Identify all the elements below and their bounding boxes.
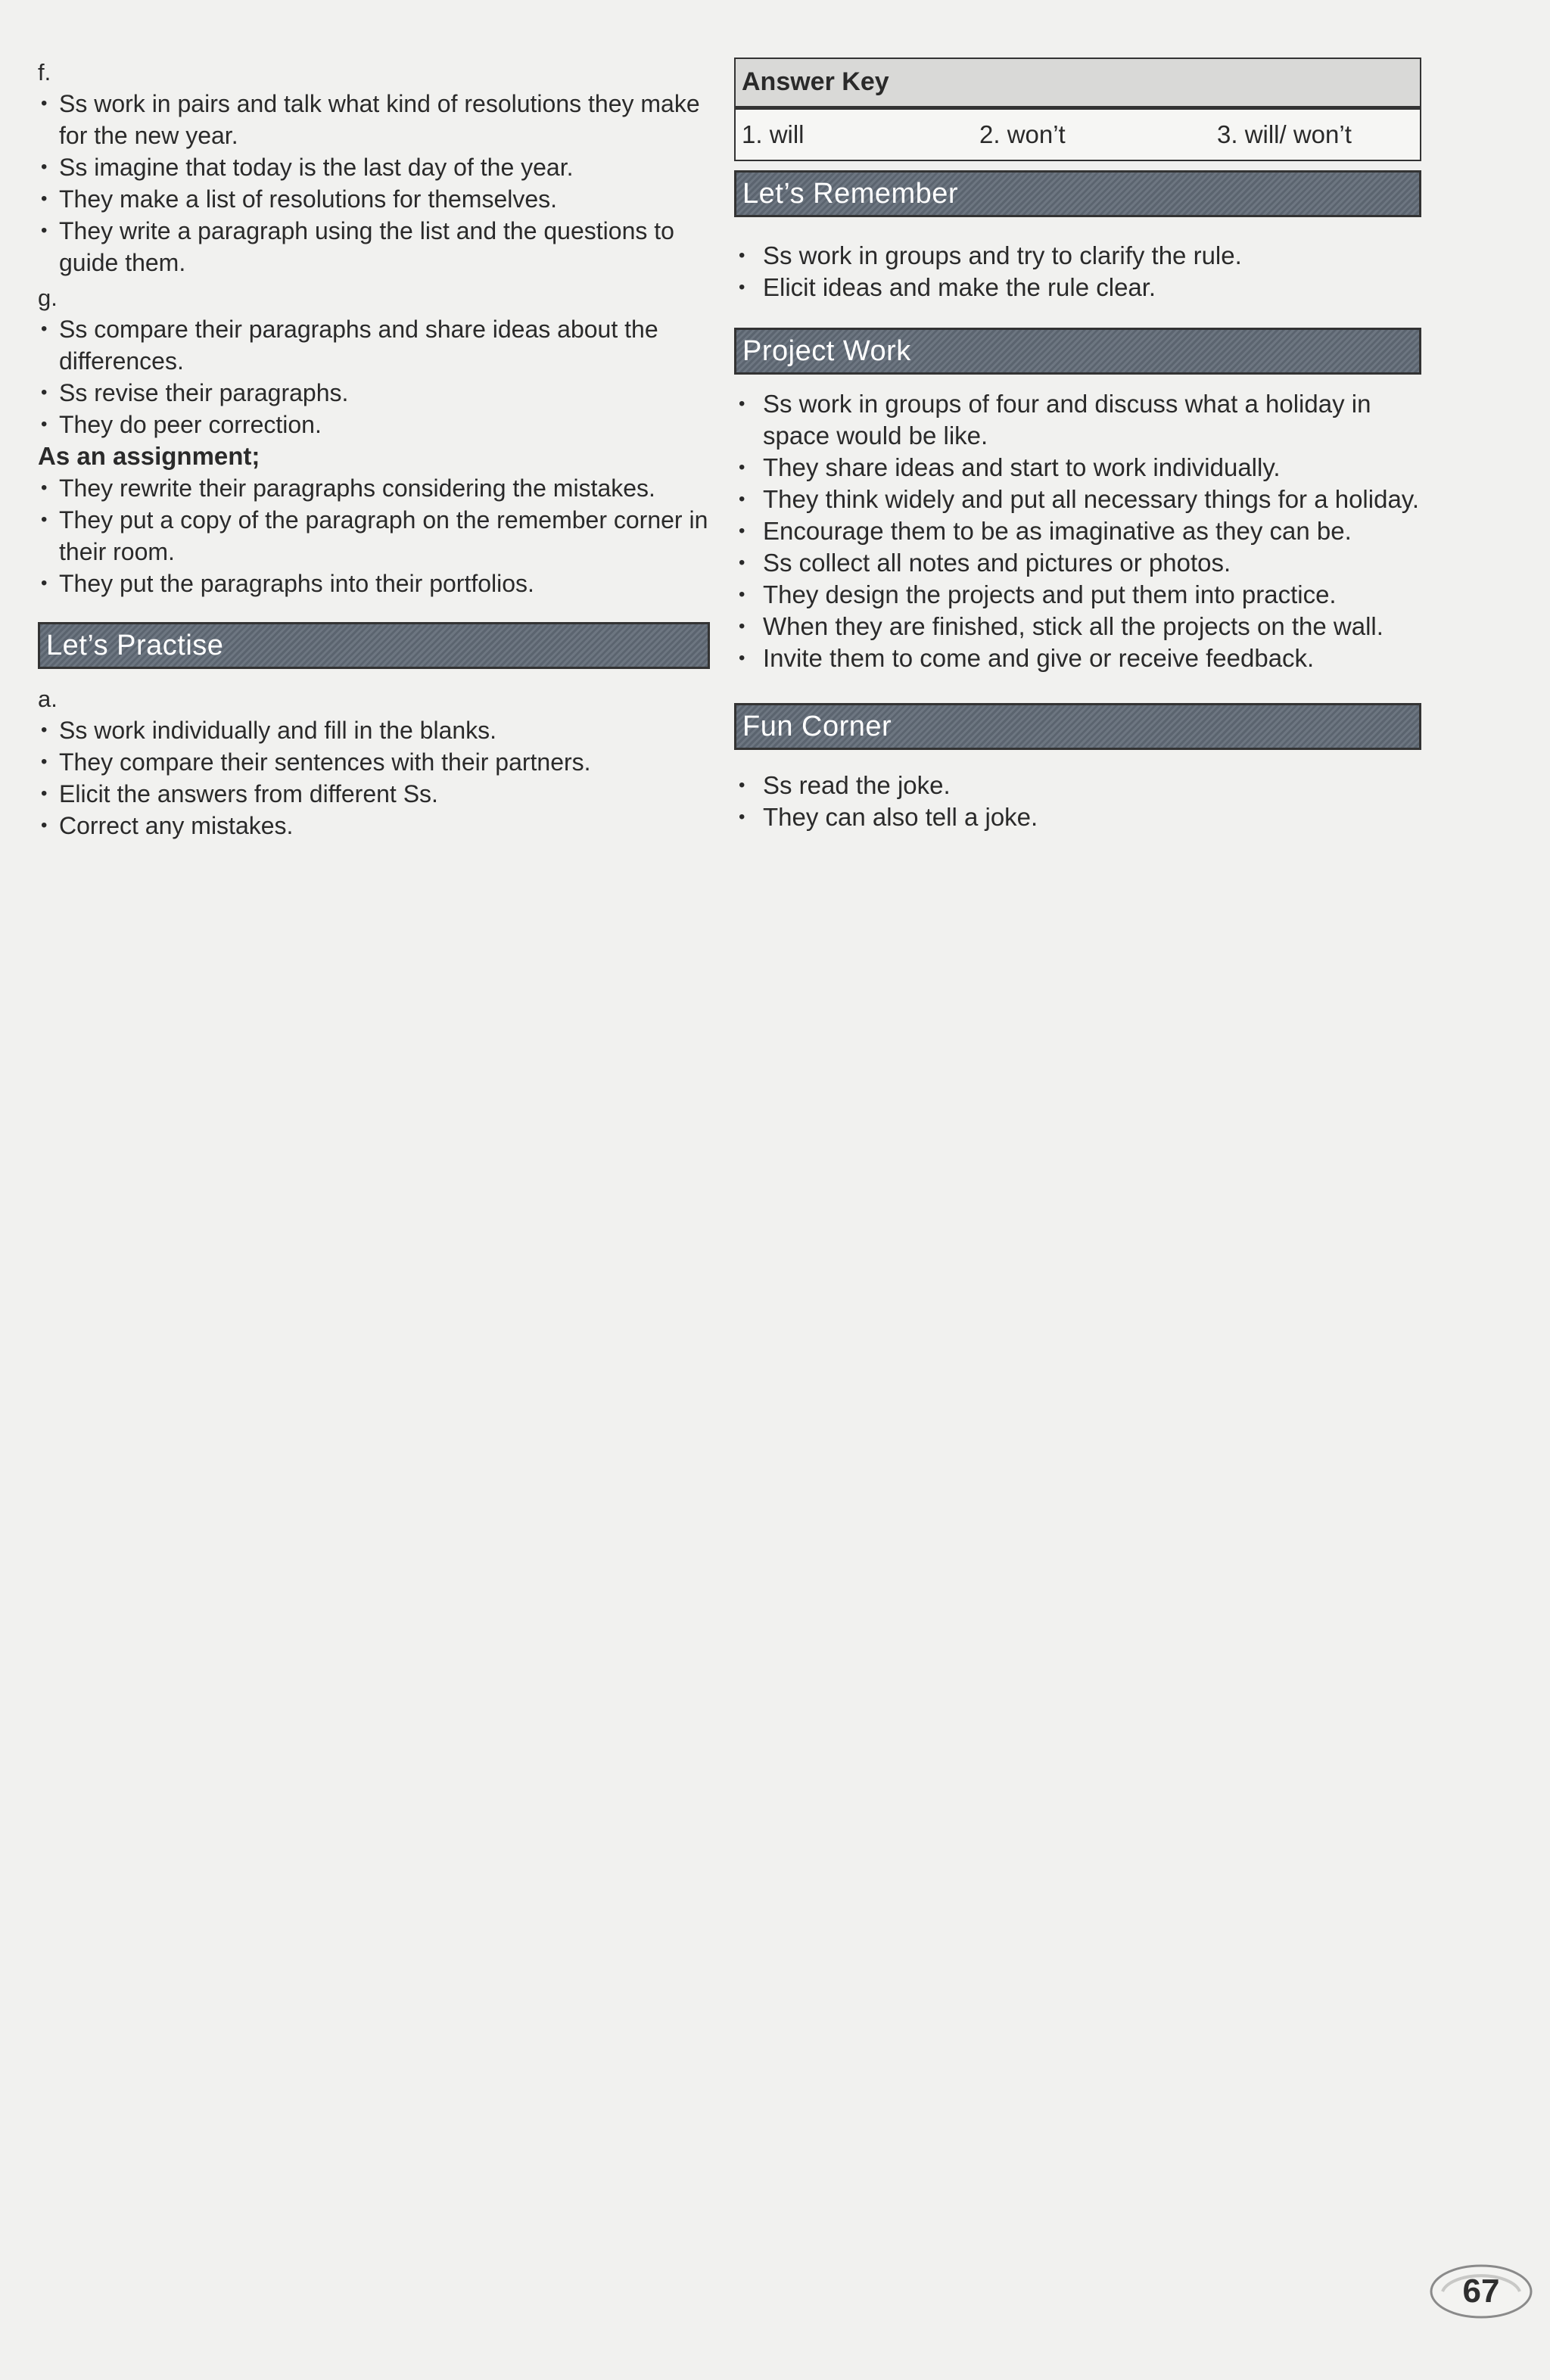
list-item: • Ss work in pairs and talk what kind of resolutions they make for the new year.: [38, 88, 710, 151]
right-column: [734, 58, 1421, 833]
list-item: • They put the paragraphs into their portfolios.: [38, 568, 710, 599]
page-number: 67: [1462, 2273, 1500, 2310]
answer-cell: 2. won’t: [979, 120, 1066, 148]
list-item: • Encourage them to be as imaginative as they can be.: [734, 515, 1421, 547]
section-f: [38, 58, 710, 278]
section-g-list: [38, 313, 710, 440]
list-item: • They write a paragraph using the list and the questions to guide them.: [38, 215, 710, 278]
list-item: • They think widely and put all necessary things for a holiday.: [734, 484, 1421, 515]
list-item: • Ss revise their paragraphs.: [38, 377, 710, 409]
project-work-header: Project Work: [734, 328, 1421, 375]
assignment-list: [38, 472, 710, 599]
list-item: • They rewrite their paragraphs considering the mistakes.: [38, 472, 710, 504]
lets-practise-header: Let’s Practise: [38, 622, 710, 669]
answer-key-title: Answer Key: [736, 59, 1420, 107]
section-g: [38, 283, 710, 440]
answer-key-box: [734, 58, 1421, 161]
list-item: • Ss collect all notes and pictures or photos.: [734, 547, 1421, 579]
list-item: • They make a list of resolutions for themselves.: [38, 183, 710, 215]
list-item: • Elicit ideas and make the rule clear.: [734, 272, 1421, 303]
section-f-label: f.: [38, 59, 51, 86]
answer-cell: 3. will/ won’t: [1217, 120, 1352, 148]
lets-remember-list: [734, 240, 1421, 303]
list-item: • Ss work individually and fill in the blanks.: [38, 714, 710, 746]
list-item: • They share ideas and start to work individually.: [734, 452, 1421, 484]
assignment-section: [38, 440, 710, 599]
list-item: • They design the projects and put them into practice.: [734, 579, 1421, 611]
list-item: • They do peer correction.: [38, 409, 710, 440]
answer-cell: 1. will: [742, 120, 805, 148]
lets-remember-header: Let’s Remember: [734, 170, 1421, 217]
list-item: • Ss work in groups and try to clarify the rule.: [734, 240, 1421, 272]
lets-practise-section: [38, 684, 710, 842]
section-g-label: g.: [38, 285, 58, 311]
list-item: • Correct any mistakes.: [38, 810, 710, 842]
left-column: [38, 58, 710, 842]
fun-corner-header: Fun Corner: [734, 703, 1421, 750]
page-number-badge: [1427, 2263, 1535, 2320]
list-item: • Ss imagine that today is the last day of the year.: [38, 151, 710, 183]
answer-key-row: [736, 107, 1420, 160]
list-item: • They can also tell a joke.: [734, 801, 1421, 833]
project-work-list: [734, 388, 1421, 674]
lets-practise-label: a.: [38, 686, 58, 712]
section-f-list: [38, 88, 710, 278]
fun-corner-list: [734, 770, 1421, 833]
list-item: • They compare their sentences with their partners.: [38, 746, 710, 778]
list-item: • Ss work in groups of four and discuss what a holiday in space would be like.: [734, 388, 1421, 452]
list-item: • Elicit the answers from different Ss.: [38, 778, 710, 810]
lets-practise-list: [38, 714, 710, 842]
list-item: • When they are finished, stick all the projects on the wall.: [734, 611, 1421, 642]
assignment-heading: As an assignment;: [38, 442, 260, 470]
list-item: • Ss compare their paragraphs and share ideas about the differences.: [38, 313, 710, 377]
list-item: • Ss read the joke.: [734, 770, 1421, 801]
list-item: • They put a copy of the paragraph on the remember corner in their room.: [38, 504, 710, 568]
list-item: • Invite them to come and give or receive feedback.: [734, 642, 1421, 674]
